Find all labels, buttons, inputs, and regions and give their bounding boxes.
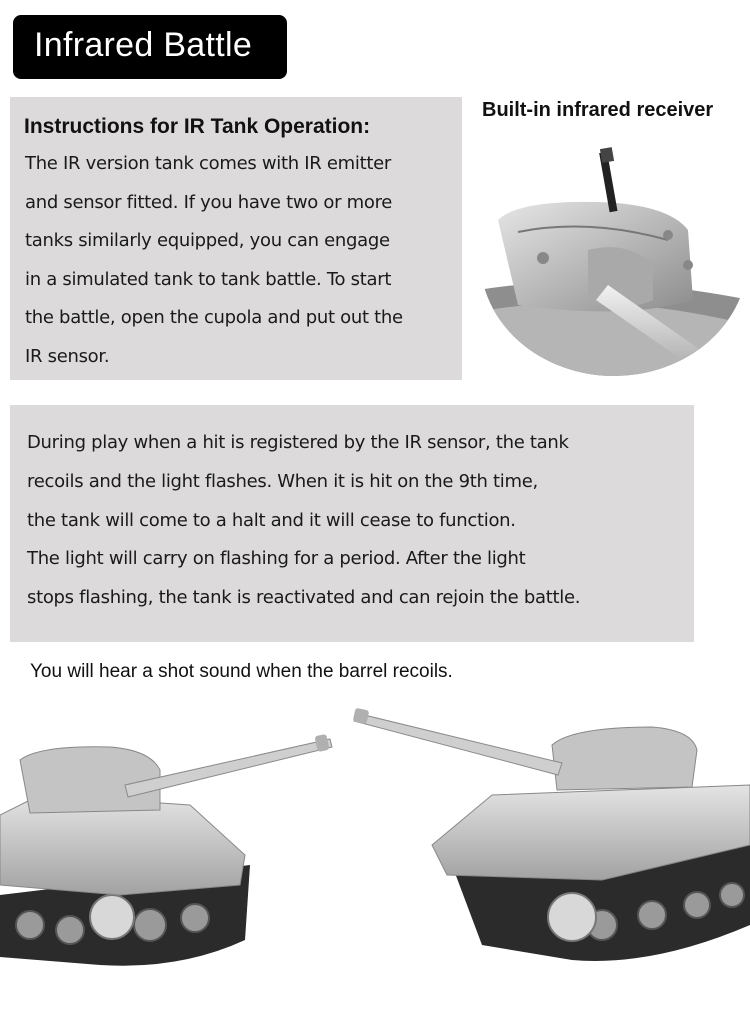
battle-line: During play when a hit is registered by the IR sensor, the tank xyxy=(27,432,569,453)
battle-line: The light will carry on flashing for a period. After the light xyxy=(27,548,526,570)
tank-photo-left xyxy=(0,725,345,980)
instructions-line: tanks similarly equipped, you can engage xyxy=(25,230,390,252)
battle-line: the tank will come to a halt and it will cease to function. xyxy=(27,509,516,531)
battle-text xyxy=(27,424,687,618)
turret-photo xyxy=(478,140,750,390)
tank-photo-right xyxy=(352,705,750,980)
shot-sound-note: You will hear a shot sound when the barrel recoils. xyxy=(30,661,453,682)
instructions-line: the battle, open the cupola and put out the xyxy=(25,307,403,329)
instructions-line: The IR version tank comes with IR emitter xyxy=(25,153,391,174)
page-title: Infrared Battle xyxy=(34,26,253,64)
battle-panel xyxy=(10,405,694,642)
instructions-line: in a simulated tank to tank battle. To start xyxy=(25,268,392,290)
instructions-text xyxy=(25,145,457,377)
receiver-label: Built-in infrared receiver xyxy=(482,99,714,121)
instructions-line: IR sensor. xyxy=(25,345,110,367)
instructions-panel xyxy=(10,97,462,380)
instructions-line: and sensor fitted. If you have two or more xyxy=(25,191,393,213)
title-badge xyxy=(13,15,287,79)
battle-line: stops flashing, the tank is reactivated and can rejoin the battle. xyxy=(27,587,581,609)
battle-line: recoils and the light flashes. When it is hit on the 9th time, xyxy=(27,470,538,492)
instructions-heading: Instructions for IR Tank Operation: xyxy=(24,115,371,138)
